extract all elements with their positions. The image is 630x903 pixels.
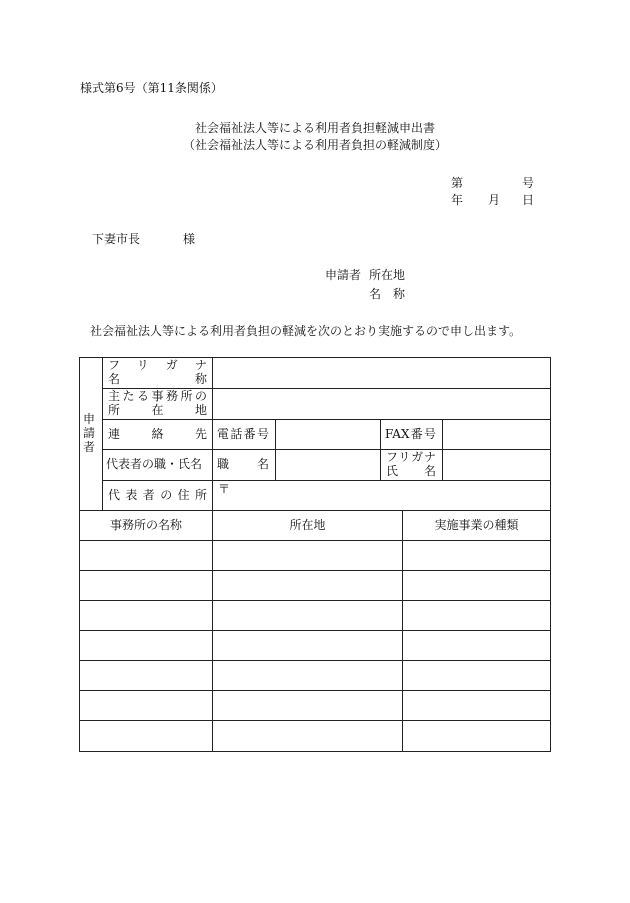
contact-label: 連絡先 xyxy=(108,427,207,441)
name-label: 名称 xyxy=(108,372,207,386)
side-char-1: 申 xyxy=(82,412,95,426)
name-label-char-2: 称 xyxy=(393,287,406,301)
day-label: 日 xyxy=(522,193,535,207)
name-label-char-1: 名 xyxy=(369,287,382,301)
intro-text: 社会福祉法人等による利用者負担の軽減を次のとおり実施するので申し出ます。 xyxy=(90,324,522,338)
fax-label: FAX番号 xyxy=(385,427,436,441)
form-number: 様式第6号（第11条関係） xyxy=(80,81,223,95)
furigana-label: フリガナ xyxy=(108,358,207,372)
header-office-name: 事務所の名称 xyxy=(109,518,182,532)
applicant-label: 申請者 xyxy=(325,268,362,282)
header-business-type: 実施事業の種類 xyxy=(434,518,519,532)
month-label: 月 xyxy=(488,193,501,207)
office-label-line2: 所在地 xyxy=(108,403,207,417)
applicant-address-label: 所在地 xyxy=(369,268,406,282)
document-subtitle: （社会福祉法人等による利用者負担の軽減制度） xyxy=(182,138,447,152)
addressee-name: 下妻市長 xyxy=(92,232,141,246)
document-title: 社会福祉法人等による利用者負担軽減申出書 xyxy=(194,121,435,135)
header-office-location: 所在地 xyxy=(289,518,326,532)
rep-name-label: 氏名 xyxy=(386,464,436,478)
side-char-2: 請 xyxy=(82,426,95,440)
rep-address-label: 代表者の住所 xyxy=(108,488,207,502)
addressee-honorific: 様 xyxy=(183,232,196,246)
position-label: 職名 xyxy=(217,457,269,471)
dai-label: 第 xyxy=(451,176,464,190)
addressee xyxy=(92,232,196,246)
go-label: 号 xyxy=(522,176,535,190)
postal-mark: 〒 xyxy=(218,482,231,496)
applicant-side-label xyxy=(79,412,99,454)
office-label-line1: 主たる事務所の xyxy=(108,389,207,403)
representative-label: 代表者の職・氏名 xyxy=(106,457,203,471)
year-label: 年 xyxy=(451,193,464,207)
side-char-3: 者 xyxy=(82,440,95,454)
phone-label: 電話番号 xyxy=(217,427,269,441)
rep-furigana-label: フリガナ xyxy=(386,450,436,464)
